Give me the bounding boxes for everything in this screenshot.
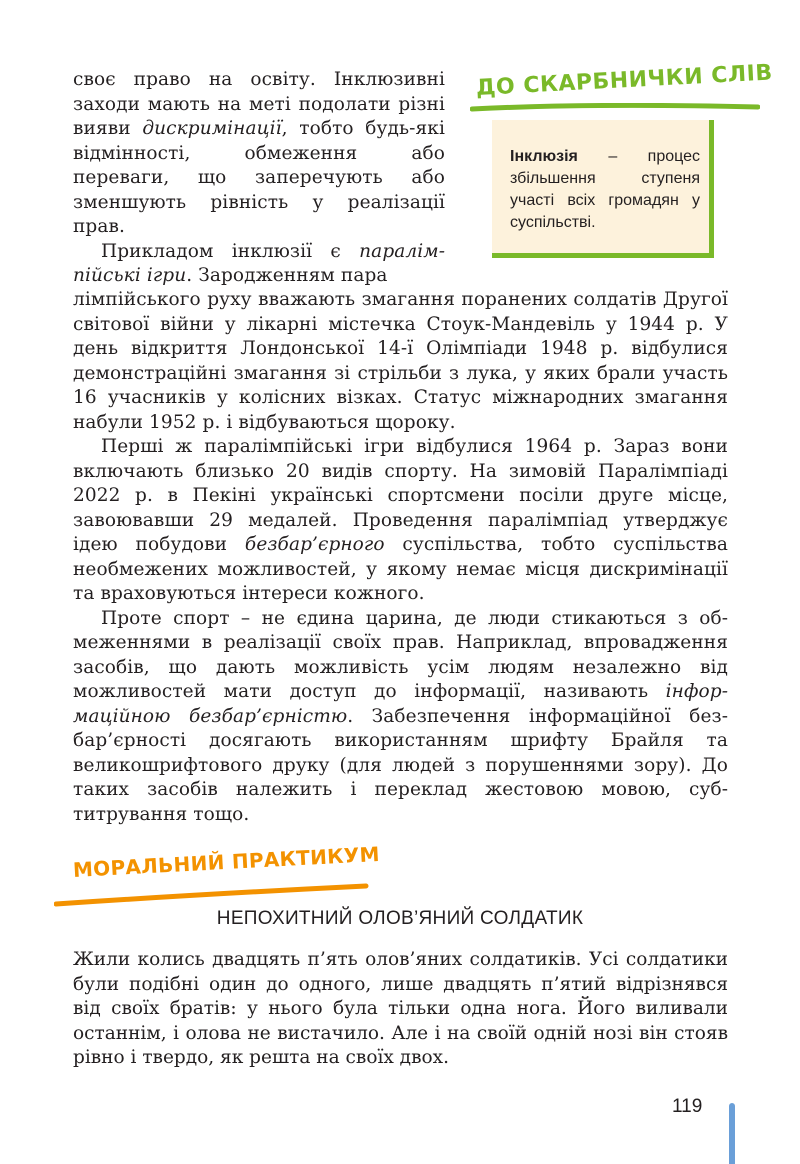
page-number: 119 — [672, 1096, 703, 1117]
term-information-accessibility: інформаційною безбар’єрністю — [73, 681, 728, 727]
vocab-underline-stroke — [470, 103, 760, 113]
practicum-heading: МОРАЛЬНИЙ ПРАКТИКУМ — [72, 841, 381, 882]
vocab-box — [492, 120, 714, 258]
paragraph-2: Прикладом інклюзії є паралімпійські ігри. Зародженням пара — [73, 240, 445, 286]
story-text: Жили колись двадцять п’ять олов’яних солдатиків. Усі солдатики були подібні один до одного, лише двадцять п’ятий відрізнявся від своїх братів: у нього була тільки одна нога. Його виливали останнім, і олова не вистачило. Але і на своїй одній нозі він стояв рівно і твердо, як решта на своїх двох. — [73, 949, 728, 1068]
term-barrier-free: безбар’єрного — [244, 534, 385, 555]
page-edge-bar — [729, 1103, 735, 1164]
paragraph-2-continued: лімпійського руху вважають змагання поранених солдатів Другої світової війни у лікарні містечка Стоук-Мандевіль у 1944 р. У день відкриття Лондонської 14-ї Олімпіади 1948 р. відбулися демонстраційні змагання зі стрільби з лука, у яких брали участь 16 учасників у колісних візках. Статус міжнародних змагання набули 1952 р. і відбуваються щороку. — [73, 289, 728, 433]
vocab-term: Інклюзія — [510, 148, 578, 165]
intro-text — [73, 68, 445, 289]
paragraph-4: Проте спорт – не єдина царина, де люди стикаються з обмеженнями в реалізації своїх прав. Наприклад, впровадження засобів, що дають можливість усім людям незалежно від можливостей мати доступ до інформації, називають інформаційною безбар’єрністю. Забезпечення інформаційної безбар’єрності досягають використанням шрифту Брайля та великошрифтового друку (для людей з порушеннями зору). До таких засобів належить і переклад жестовою мовою, субтитрування тощо. — [73, 607, 728, 825]
paragraph-1: своє право на освіту. Інклюзивні заходи мають на меті подолати різні вияви дискримінації, тобто будь-які відмінності, обмеження або переваги, що заперечують або зменшують рівність у реалізації прав. — [73, 69, 445, 237]
paragraph-3: Перші ж паралімпійські ігри відбулися 1964 р. Зараз вони включають близько 20 видів спорту. На зимовій Паралімпіаді 2022 р. в Пекіні українські спортсмени посіли друге місце, завоювавши 29 медалей. Проведення паралімпіад утверджує ідею побудови безбар’єрного суспільства, тобто суспільства необмежених можливостей, у якому немає місця дискримінації та враховуються інтереси кожного. — [73, 436, 728, 604]
term-paralympic-games: паралімпійські ігри — [73, 240, 445, 286]
vocab-definition: Інклюзія – процес збільшення ступеня участі всіх громадян у суспільстві. — [510, 148, 700, 231]
main-text — [73, 288, 728, 827]
vocab-heading: ДО СКАРБНИЧКИ СЛІВ — [475, 60, 774, 101]
story-title: НЕПОХИТНИЙ ОЛОВ’ЯНИЙ СОЛДАТИК — [216, 908, 584, 929]
term-discrimination: дискримінації — [142, 118, 282, 139]
